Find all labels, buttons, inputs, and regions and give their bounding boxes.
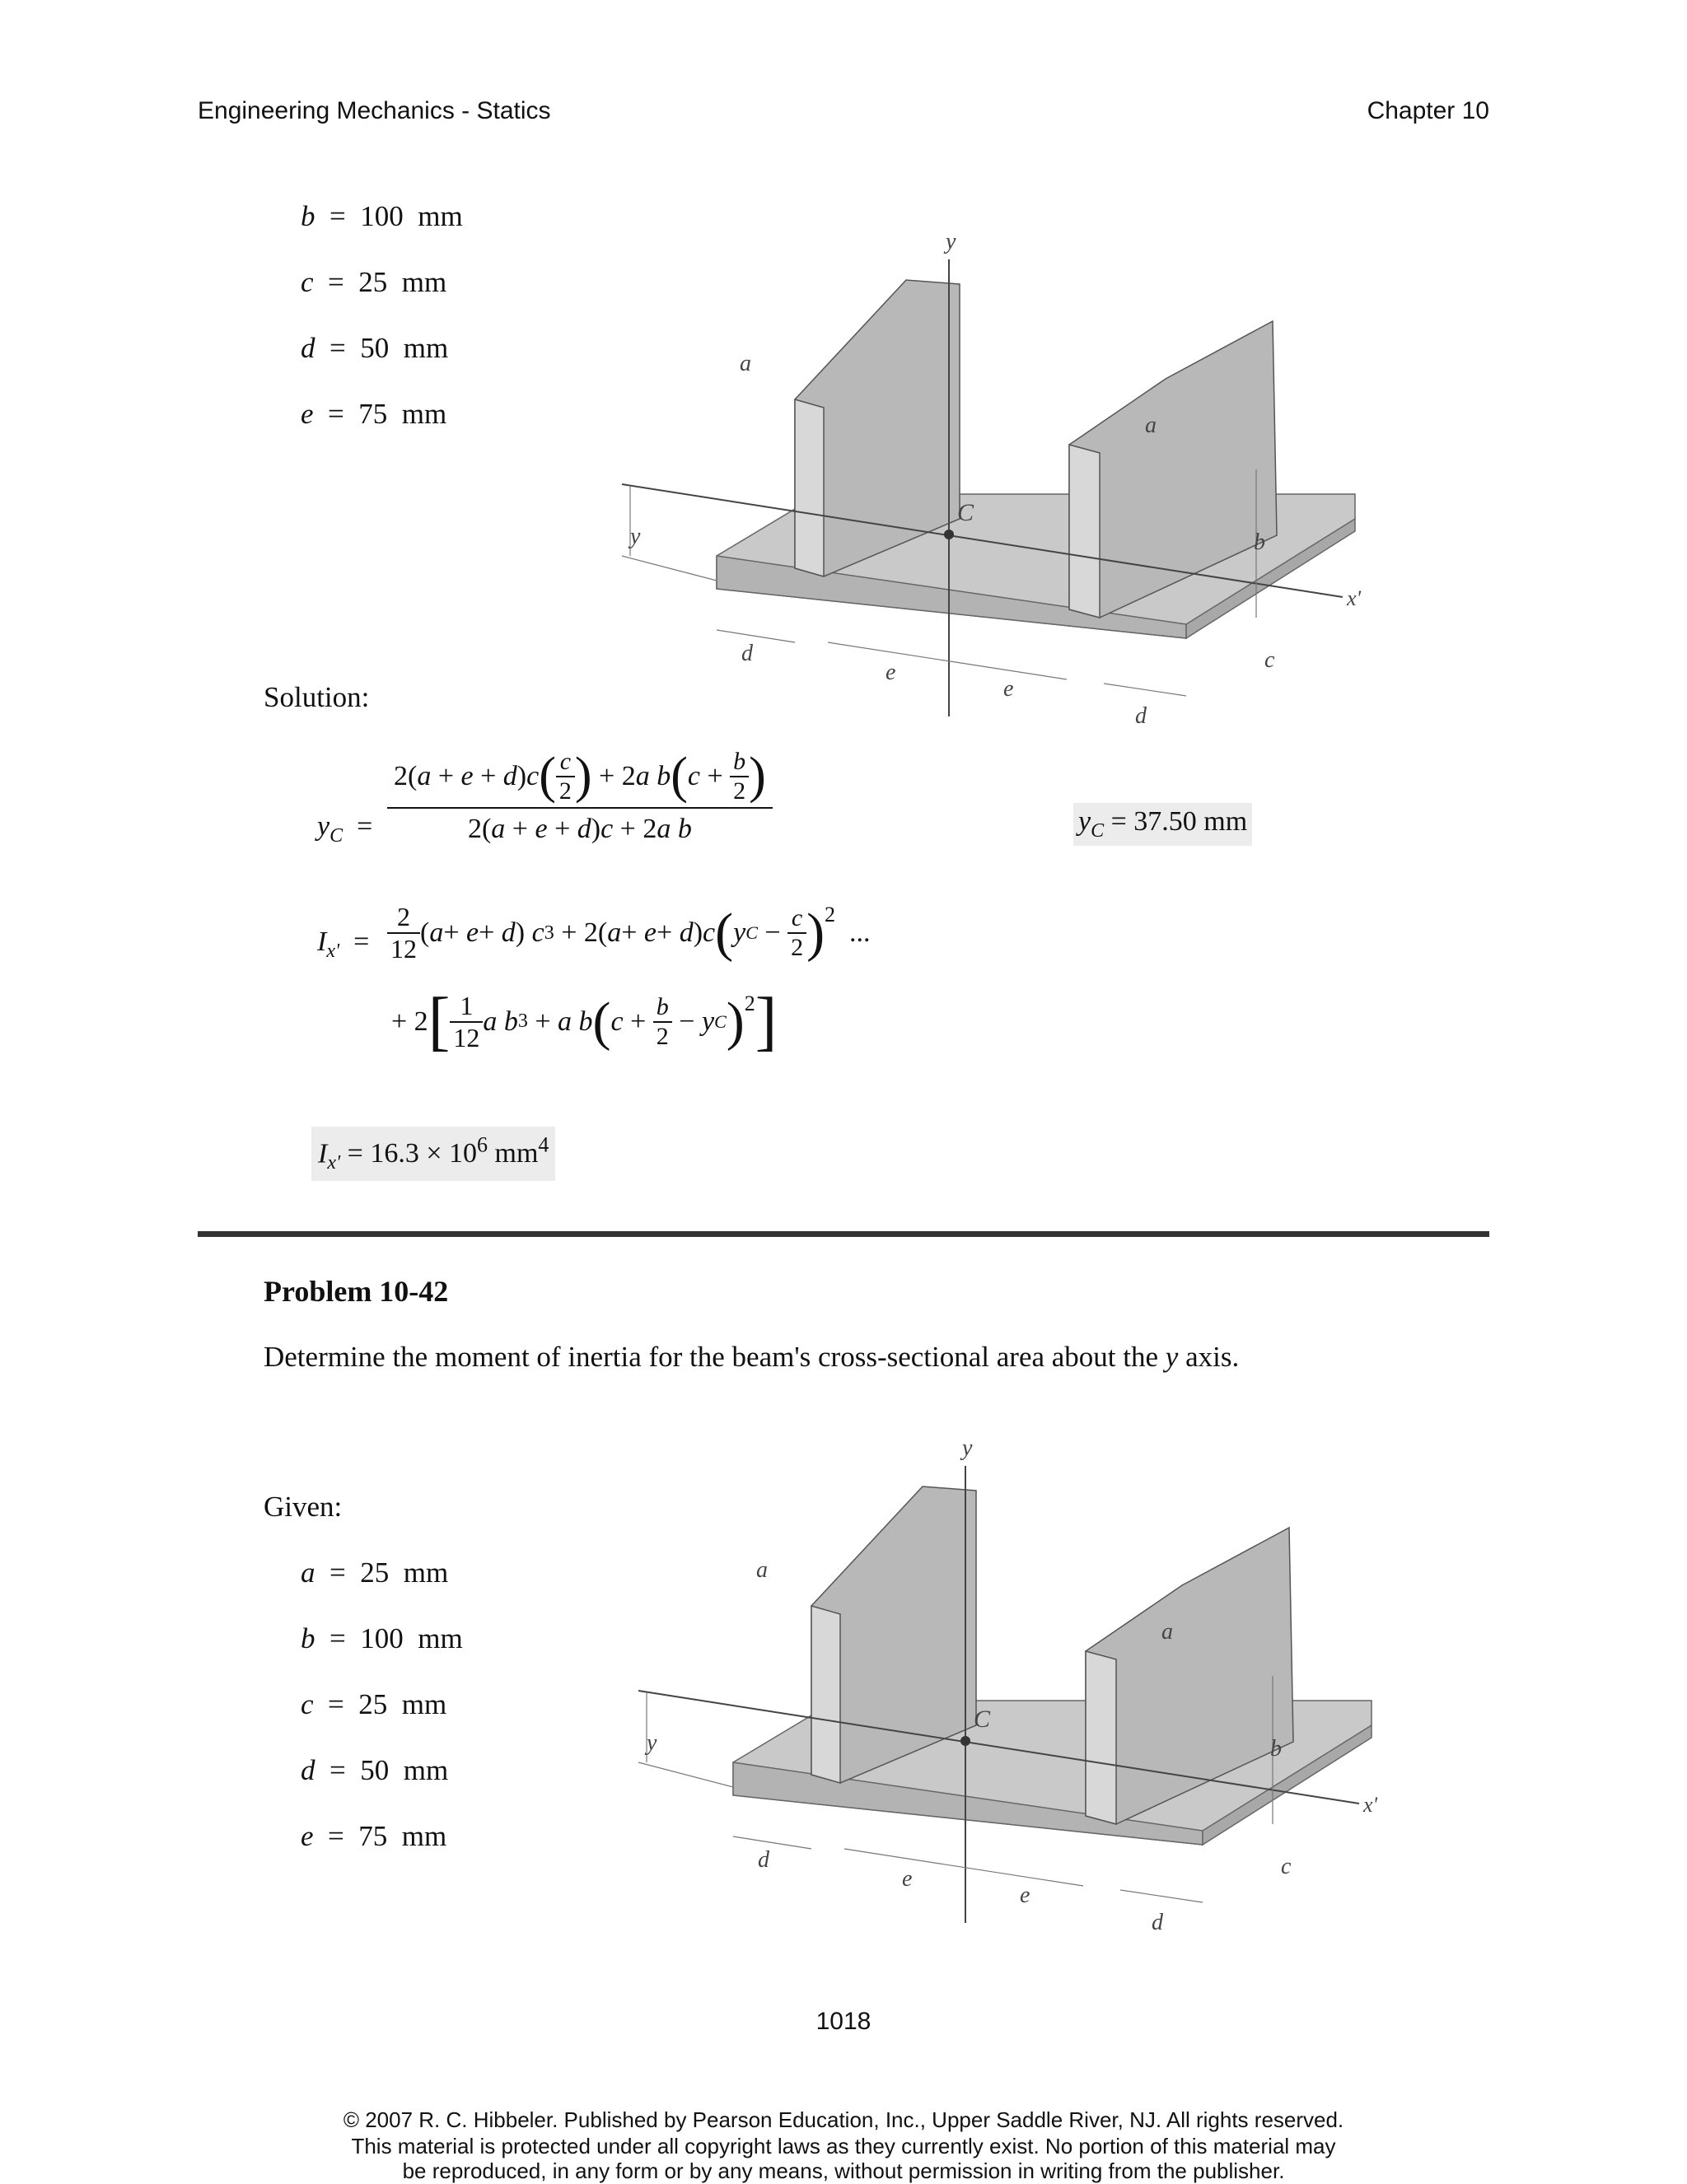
problem-title: Problem 10-42: [264, 1275, 449, 1308]
fig-label-y: y: [946, 229, 956, 254]
fig-label-xprime: x': [1347, 586, 1362, 610]
fig-label-a: a: [740, 351, 751, 376]
fig-label-a2: a: [1145, 413, 1157, 438]
given-label: Given:: [264, 1491, 343, 1523]
svg-text:C: C: [974, 1706, 991, 1733]
ix-line2: + 2 [ $\frac{1}{12}$ a b 3 + a b ( c + $\frac{b}{2}$ − y C ) $^2$ ]: [391, 985, 778, 1057]
yc-denominator: 2(a + e + d)c + 2a b: [467, 814, 692, 844]
given-item: b = 100 mm: [301, 1622, 463, 1654]
svg-text:d: d: [758, 1847, 769, 1873]
given-item: c = 25 mm: [301, 266, 447, 298]
fig-label-e: e: [886, 660, 896, 685]
beam-figure-bottom: [634, 1429, 1425, 1939]
svg-text:c: c: [1281, 1854, 1292, 1879]
given-item: a = 25 mm: [301, 1556, 449, 1589]
svg-text:y: y: [647, 1730, 657, 1756]
given-item: d = 50 mm: [301, 332, 449, 364]
footer-line-1: © 2007 R. C. Hibbeler. Published by Pearson Education, Inc., Upper Saddle River, NJ. All rights reserved.: [343, 2107, 1344, 2132]
yc-lhs: $y_C$ =: [317, 811, 373, 847]
given-var: b: [301, 200, 315, 232]
fig-label-C: C: [957, 499, 974, 526]
given-item: d = 50 mm: [301, 1754, 449, 1786]
footer-line-2: This material is protected under all copyright laws as they currently exist. No portion of this material may: [351, 2134, 1336, 2158]
svg-text:b: b: [1270, 1736, 1282, 1762]
fig-label-d2: d: [1135, 703, 1147, 729]
fig-label-e2: e: [1003, 676, 1014, 702]
yc-result: $y_C = 37.50$ mm: [1073, 803, 1252, 846]
ix-line1: $\frac{2}{12}$ ( a + e + d ) c 3 + 2( a + e + d ) c ( y C − $\frac{c}{2}$ ) $^2$ ...: [387, 902, 871, 964]
header-title: Engineering Mechanics - Statics: [198, 97, 551, 124]
yc-numerator: 2( a + e + d ) c ( $\frac{c}{2}$ ) + 2 a b ( c + $\frac{b}{2}$ ): [394, 747, 766, 805]
given-var: e: [301, 398, 314, 430]
svg-text:e: e: [902, 1866, 913, 1892]
svg-text:a: a: [756, 1557, 768, 1583]
given-item: c = 25 mm: [301, 1688, 447, 1720]
beam-figure-top: [618, 222, 1409, 733]
header-chapter: Chapter 10: [1367, 97, 1489, 124]
given-var: d: [301, 332, 315, 364]
svg-text:e: e: [1020, 1883, 1030, 1908]
fig-label-yc: y: [630, 524, 641, 549]
ix-result: $I_{x'} = 16.3 \times 10^6$ $mm^4$: [311, 1127, 555, 1181]
yc-fraction: [387, 745, 773, 845]
footer-line-3: be reproduced, in any form or by any means, without permission in writing from the publisher.: [402, 2158, 1285, 2183]
svg-text:y: y: [962, 1435, 973, 1461]
given-item: e = 75 mm: [301, 1820, 447, 1852]
fig-label-d: d: [741, 641, 753, 666]
svg-text:x': x': [1363, 1793, 1378, 1817]
svg-text:a: a: [1161, 1619, 1173, 1645]
svg-text:d: d: [1152, 1910, 1163, 1935]
ix-lhs: $I_{x'}$ =: [317, 926, 370, 962]
solution-label: Solution:: [264, 681, 370, 713]
section-divider: [198, 1231, 1489, 1237]
problem-statement: Determine the moment of inertia for the beam's cross-sectional area about the y axis.: [264, 1341, 1240, 1373]
given-item: e = 75 mm: [301, 398, 447, 430]
given-var: c: [301, 266, 314, 298]
fig-label-c: c: [1264, 647, 1275, 673]
page-number: 1018: [815, 2008, 872, 2035]
given-item: b = 100 mm: [301, 200, 463, 232]
fig-label-b: b: [1254, 530, 1265, 555]
